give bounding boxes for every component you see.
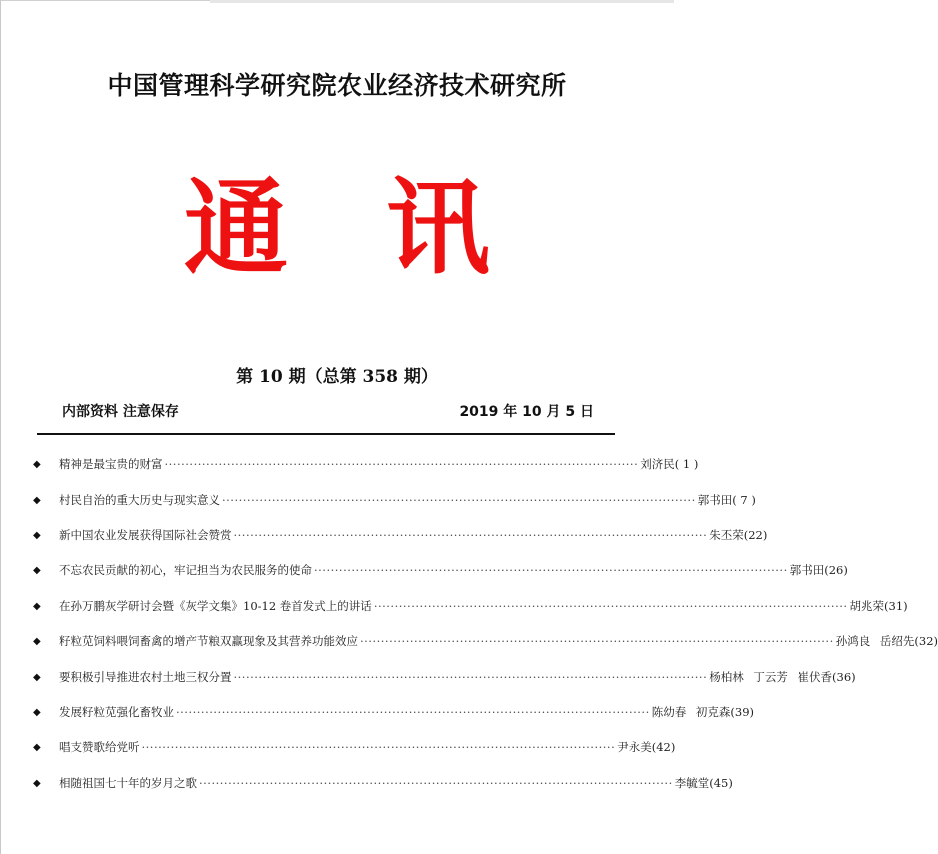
toc-page: (32) xyxy=(914,634,938,648)
toc-item[interactable] xyxy=(33,701,754,723)
dot-leader: ·················································································································· xyxy=(141,740,616,754)
toc-author: 郭书田 xyxy=(789,563,825,577)
page-edge-left xyxy=(0,0,1,854)
toc-title: 村民自治的重大历史与现实意义 xyxy=(59,493,220,507)
toc-author: 陈幼春 初克森 xyxy=(651,705,731,719)
diamond-icon: ◆ xyxy=(33,458,41,470)
diamond-icon: ◆ xyxy=(33,529,41,541)
title-char-1: 通 xyxy=(184,166,289,289)
diamond-icon: ◆ xyxy=(33,564,41,576)
dot-leader: ·················································································································· xyxy=(233,670,708,684)
toc-author: 杨柏林 丁云芳 崔伏香 xyxy=(709,670,833,684)
toc-item[interactable] xyxy=(33,595,908,617)
dot-leader: ·················································································································· xyxy=(314,563,788,577)
issue-number: 第 10 期（总第 358 期） xyxy=(236,367,438,387)
toc-page: (36) xyxy=(832,670,856,684)
toc-title: 精神是最宝贵的财富 xyxy=(59,457,163,471)
page-top-shade xyxy=(210,0,674,3)
dot-leader: ·················································································································· xyxy=(199,776,673,790)
toc-author: 刘济民 xyxy=(640,457,675,471)
diamond-icon: ◆ xyxy=(33,706,41,718)
toc-title: 发展籽粒苋强化畜牧业 xyxy=(59,705,174,719)
toc-title: 要积极引导推进农村土地三权分置 xyxy=(59,670,232,684)
toc-page: (26) xyxy=(824,563,848,577)
toc-item[interactable] xyxy=(33,666,856,688)
toc-page: (22) xyxy=(743,528,768,542)
toc-title: 不忘农民贡献的初心，牢记担当为农民服务的使命 xyxy=(59,563,312,577)
diamond-icon: ◆ xyxy=(33,635,41,647)
dot-leader: ·················································································································· xyxy=(176,705,650,719)
toc-title: 相随祖国七十年的岁月之歌 xyxy=(59,776,197,790)
publish-date: 2019 年 10 月 5 日 xyxy=(459,404,594,420)
toc-page: ( 7 ) xyxy=(732,493,756,507)
dot-leader: ·················································································································· xyxy=(360,634,834,648)
toc-title: 籽粒苋饲料喂饲畜禽的增产节粮双赢现象及其营养功能效应 xyxy=(59,634,358,648)
toc-page: (31) xyxy=(884,599,908,613)
toc-title: 在孙万鹏灰学研讨会暨《灰学文集》10-12 卷首发式上的讲话 xyxy=(59,599,372,613)
toc-item[interactable] xyxy=(33,524,768,546)
toc-item[interactable] xyxy=(33,630,938,652)
toc-author: 李毓堂 xyxy=(674,776,710,790)
toc-author: 胡兆荣 xyxy=(849,599,885,613)
toc-page: ( 1 ) xyxy=(674,457,699,471)
diamond-icon: ◆ xyxy=(33,741,41,753)
diamond-icon: ◆ xyxy=(33,777,41,789)
diamond-icon: ◆ xyxy=(33,600,41,612)
toc-author: 尹永美 xyxy=(617,740,652,754)
dot-leader: ·················································································································· xyxy=(222,493,696,507)
toc-author: 孙鸿良 岳绍先 xyxy=(835,634,915,648)
toc-item[interactable] xyxy=(33,559,848,581)
toc-item[interactable] xyxy=(33,736,676,758)
toc-title: 新中国农业发展获得国际社会赞赏 xyxy=(59,528,232,542)
toc-page: (42) xyxy=(651,740,676,754)
diamond-icon: ◆ xyxy=(33,494,41,506)
dot-leader: ·················································································································· xyxy=(233,528,708,542)
toc-title: 唱支赞歌给党听 xyxy=(59,740,140,754)
toc-author: 郭书田 xyxy=(697,493,733,507)
dot-leader: ·················································································································· xyxy=(373,599,848,613)
toc-item[interactable] xyxy=(33,772,733,794)
internal-note: 内部资料 注意保存 xyxy=(62,404,179,420)
title-char-2: 讯 xyxy=(386,166,491,289)
toc-page: (45) xyxy=(709,776,733,790)
toc-page: (39) xyxy=(730,705,754,719)
toc-item[interactable] xyxy=(33,489,756,511)
header-rule xyxy=(37,433,615,435)
diamond-icon: ◆ xyxy=(33,671,41,683)
institute-name: 中国管理科学研究院农业经济技术研究所 xyxy=(107,71,567,100)
toc-author: 朱丕荣 xyxy=(709,528,744,542)
toc-item[interactable] xyxy=(33,453,699,475)
dot-leader: ·················································································································· xyxy=(164,457,639,471)
